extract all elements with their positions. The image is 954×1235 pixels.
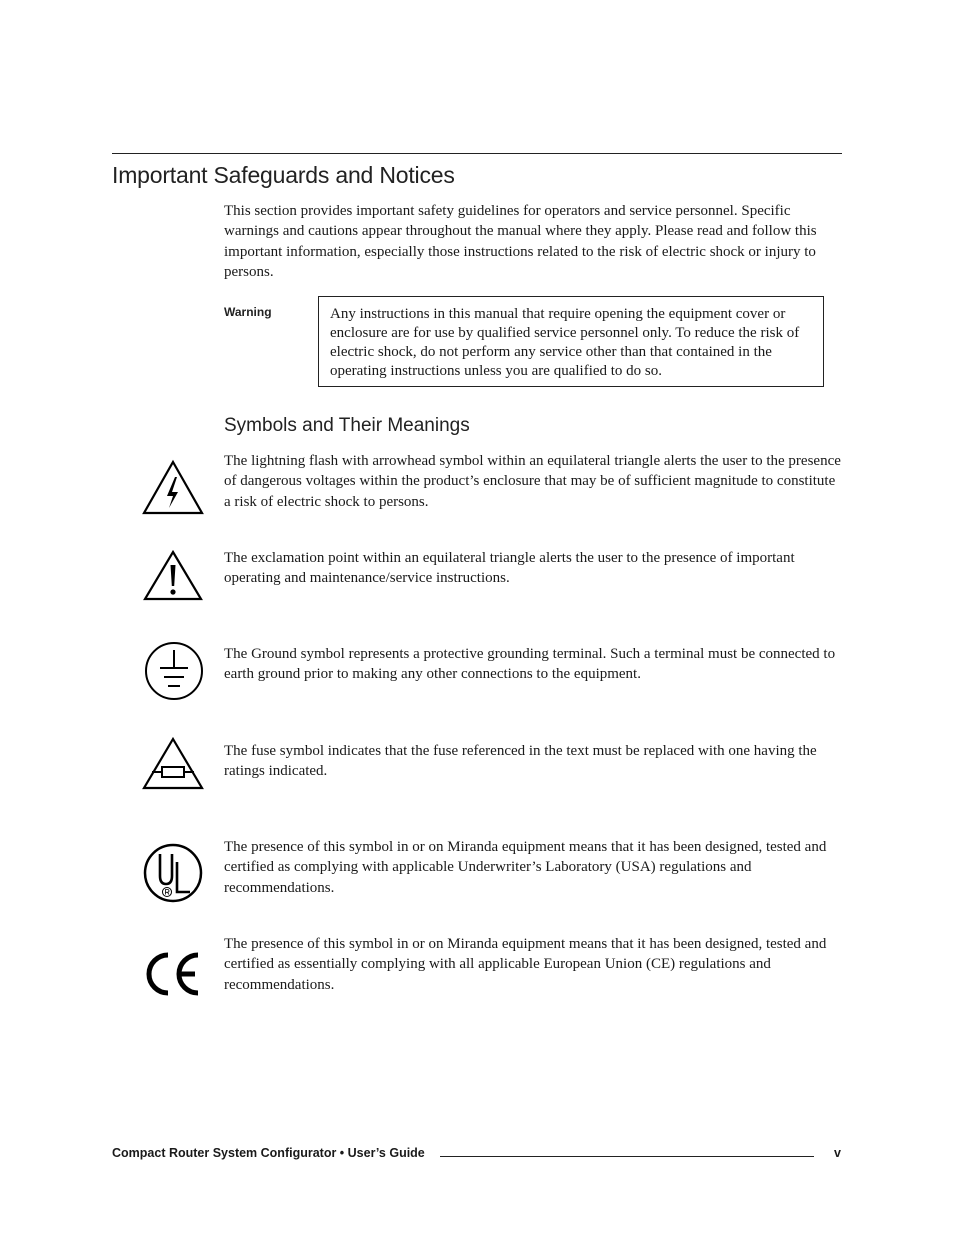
symbol-description: The presence of this symbol in or on Miranda equipment means that it has been designed, tested and certified as essentially complying with all applicable European Union (CE) regulations and recommendations. [224, 936, 827, 993]
intro-paragraph: This section provides important safety guidelines for operators and service personnel. Specific warnings and cautions appear throughout the manual where they apply. Please read and follow this important information, especially those instructions related to the risk of electric shock or injury to persons. [224, 203, 817, 280]
ground-icon [140, 638, 206, 704]
top-rule [112, 153, 842, 154]
symbol-description: The fuse symbol indicates that the fuse referenced in the text must be replaced with one having the ratings indicated. [224, 743, 817, 780]
symbol-description: The Ground symbol represents a protective grounding terminal. Such a terminal must be connected to earth ground prior to making any other connections to the equipment. [224, 646, 836, 683]
symbol-description: The exclamation point within an equilateral triangle alerts the user to the presence of important operating and maintenance/service instructions. [224, 550, 795, 587]
warning-label: Warning [224, 305, 272, 319]
symbol-description: The presence of this symbol in or on Miranda equipment means that it has been designed, tested and certified as complying with applicable Underwriter’s Laboratory (USA) regulations and recommendations. [224, 839, 827, 896]
footer-rule [440, 1156, 814, 1157]
page-number: v [834, 1146, 841, 1160]
ce-mark-icon [140, 941, 206, 1007]
exclamation-triangle-icon [140, 545, 206, 611]
fuse-triangle-icon [140, 733, 206, 799]
symbol-description: The lightning flash with arrowhead symbol within an equilateral triangle alerts the user to the presence of dangerous voltages within the product’s enclosure that may be of sufficient magnitude to constitute a risk of electric shock to persons. [224, 453, 841, 510]
ul-mark-icon [140, 840, 206, 906]
warning-box: Any instructions in this manual that require opening the equipment cover or enclosure are for use by qualified service personnel only. To reduce the risk of electric shock, do not perform any service other than that contained in the operating instructions unless you are qualified to do so. [318, 296, 824, 387]
footer-title: Compact Router System Configurator • User’s Guide [112, 1146, 425, 1160]
lightning-triangle-icon [140, 456, 206, 522]
symbols-section-title: Symbols and Their Meanings [224, 415, 470, 436]
page-title: Important Safeguards and Notices [112, 162, 455, 188]
